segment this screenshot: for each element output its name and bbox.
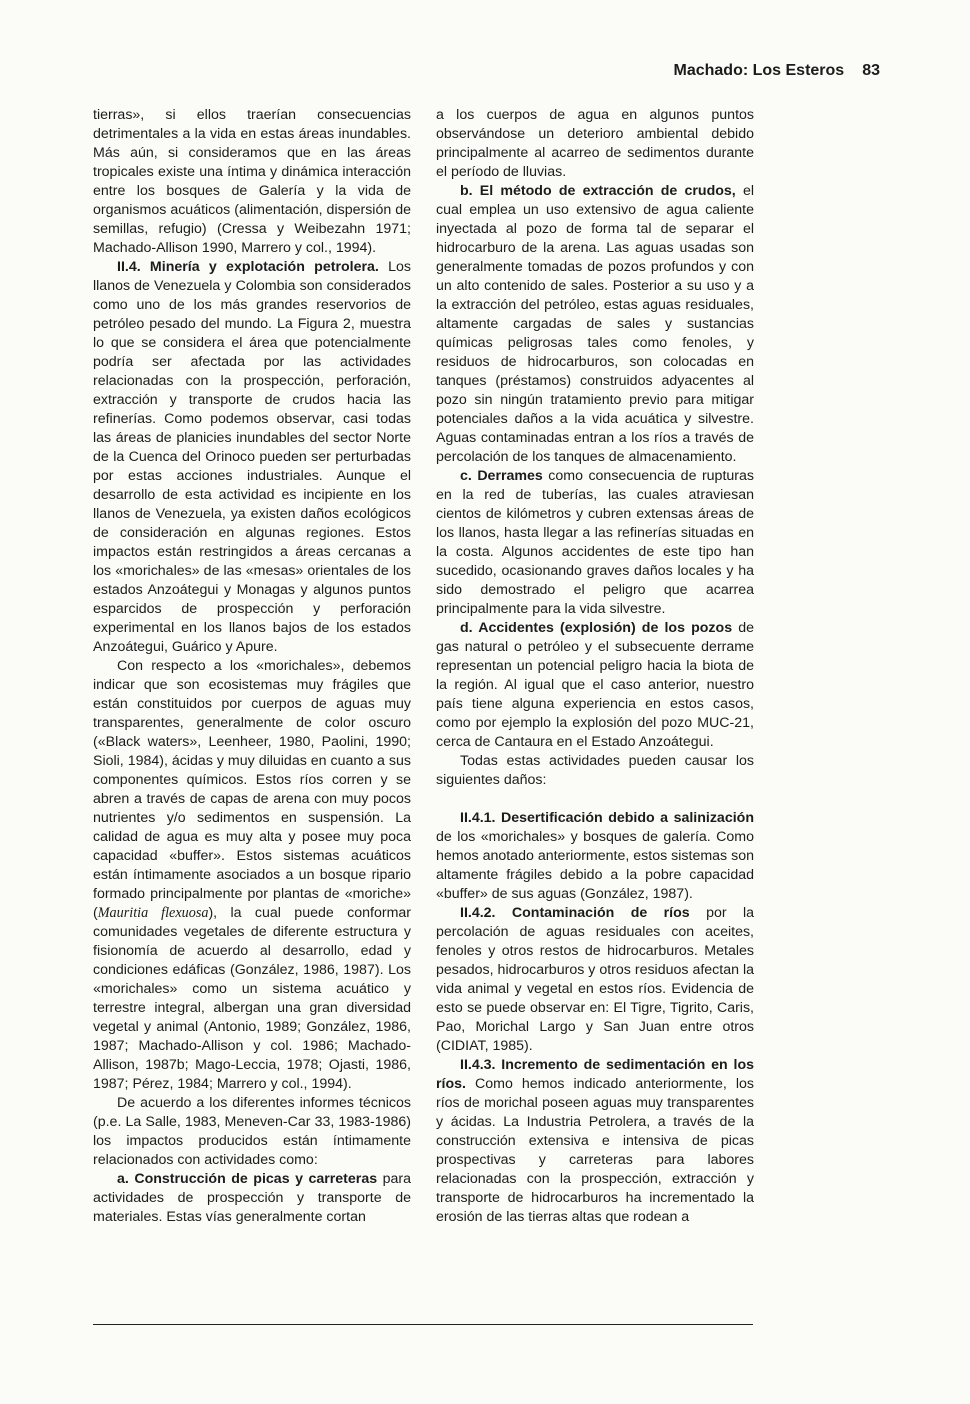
section-2-4-paragraph [93, 258, 411, 657]
section-2-4-1-heading: II.4.1. Desertificación debido a salinización [460, 810, 754, 826]
running-head [600, 62, 880, 80]
section-2-4-2-heading: II.4.2. Contaminación de ríos [460, 905, 690, 921]
section-2-4-2-text: por la percolación de aguas residuales con aceites, fenoles y otros restos de hidrocarburos. Metales pesados, hidrocarburos y otros residuos afectan la vida animal y vegetal en estos ríos. Evidencia de esto se puede observar en: El Tigre, Tigrito, Caris, Pao, Morichal Largo y San Juan entre otros (CIDIAT, 1985). [436, 905, 754, 1054]
section-2-4-3-paragraph [436, 1056, 754, 1227]
damages-intro-paragraph: Todas estas actividades pueden causar los siguientes daños: [436, 753, 754, 788]
species-name: Mauritia flexuosa [97, 905, 209, 921]
paragraph-continuation: tierras», si ellos traerían consecuencias detrimentales a la vida en estas áreas inundables. Más aún, si consideramos que en las áreas tropicales existe una íntima y dinámica interacción entre los bosques de Galería y la vida de organismos acuáticos (alimentación, dispersión de semillas, refugio) (Cressa y Weibezahn 1971; Machado-Allison 1990, Marrero y col., 1994). [93, 107, 411, 256]
item-b-paragraph [436, 182, 754, 467]
section-2-4-text: Los llanos de Venezuela y Colombia son considerados como uno de los más grandes reservorios de petróleo pesado del mundo. La Figura 2, muestra lo que se considera el área que potencialmente podría ser afectada por las actividades relacionadas con la prospección, perforación, extracción y transporte de crudos hacia las refinerías. Como podemos observar, casi todas las áreas de planicies inundables del sector Norte de la Cuenca del Orinoco pueden ser perturbadas por estas acciones industriales. Aunque el desarrollo de esta actividad es incipiente en los llanos de Venezuela, ya existen daños ecológicos de consideración en algunas regiones. Estos impactos están restringidos a áreas cercanas a los «morichales» de las «mesas» orientales de los estados Anzoátegui y Monagas y algunos puntos esparcidos de prospección y perforación experimental en los llanos bajos de los estados Anzoátegui, Guárico y Apure. [93, 259, 411, 655]
section-2-4-1-paragraph [436, 809, 754, 904]
section-2-4-3-heading: II.4.3. Incremento de sedimentación en los ríos. [436, 1057, 754, 1092]
item-d-paragraph [436, 619, 754, 752]
running-title: Machado: Los Esteros [673, 62, 845, 79]
item-b-text: el cual emplea un uso extensivo de agua caliente inyectada al pozo de forma tal de separar el hidrocarburo de la arena. Las aguas usadas son generalmente tomadas de pozos profundos y con un alto contenido de sales. Posterior a su uso y a la extracción del petróleo, estas aguas residuales, altamente cargadas de sales y sustancias químicas peligrosas tales como fenoles, y residuos de hidrocarburos, son colocadas en tanques (préstamos) construidos adyacentes al pozo sin ningún tratamiento previo para mitigar potenciales daños a la vida acuática y silvestre. Aguas contaminadas entran a los ríos a través de percolación de los tanques de almacenamiento. [436, 183, 754, 465]
morichales-text-b: ), la cual puede conformar comunidades vegetales de diferente estructura y fisionomía de acuerdo al desarrollo, edad y condiciones edáficas (González, 1986, 1987). Los «morichales» como un sistema acuático y terrestre integral, albergan una gran diversidad vegetal y animal (Antonio, 1989; González, 1986, 1987; Machado-Allison y col. 1986; Machado-Allison, 1987b; Mago-Leccia, 1978; Ojasti, 1986, 1987; Pérez, 1984; Marrero y col., 1994). [93, 905, 411, 1092]
section-2-4-1-text: de los «morichales» y bosques de galería. Como hemos anotado anteriormente, estos sistemas son altamente frágiles debido a la pobre capacidad «buffer» de sus aguas (González, 1987). [436, 829, 754, 902]
item-c-heading: c. Derrames [460, 468, 543, 484]
item-d-text: de gas natural o petróleo y el subsecuente derrame representan un potencial peligro hacia la biota de la región. Al igual que el caso anterior, nuestro país tiene alguna experiencia en estos casos, como por ejemplo la explosión del pozo MUC-21, cerca de Cantaura en el Estado Anzoátegui. [436, 620, 754, 750]
section-2-4-2-paragraph [436, 904, 754, 1056]
item-b-heading: b. El método de extracción de crudos, [460, 183, 736, 199]
item-a-heading: a. Construcción de picas y carreteras [117, 1171, 378, 1187]
left-column [93, 106, 411, 1227]
item-a-paragraph [93, 1170, 411, 1227]
technical-reports-paragraph: De acuerdo a los diferentes informes técnicos (p.e. La Salle, 1983, Meneven-Car 33, 1983-1986) los impactos producidos están íntimamente relacionados con actividades como: [93, 1095, 411, 1168]
footer-rule [93, 1324, 753, 1325]
page-number: 83 [862, 62, 880, 79]
item-c-paragraph [436, 467, 754, 619]
item-c-text: como consecuencia de rupturas en la red de tuberías, las cuales atraviesan cientos de kilómetros y cubren extensas áreas de los llanos, hasta llegar a las refinerías situadas en la costa. Algunos accidentes de este tipo han sucedido, ocasionando graves daños locales y ha sido demostrado el peligro que acarrea principalmente para la vida silvestre. [436, 468, 754, 617]
morichales-paragraph [93, 657, 411, 1094]
morichales-text-a: Con respecto a los «morichales», debemos indicar que son ecosistemas muy frágiles que están constituidos por cuerpos de aguas muy transparentes, generalmente de color oscuro («Black waters», Leenheer, 1980, Paolini, 1990; Sioli, 1984), ácidas y muy diluidas en cuanto a sus componentes químicos. Estos ríos corren y se abren a través de capas de arena con muy pocos nutrientes y/o sedimentos en suspensión. La calidad de agua es muy alta y posee muy poca capacidad «buffer». Estos sistemas acuáticos están íntimamente asociados a un bosque ripario formado principalmente por plantas de «moriche» ( [93, 658, 411, 921]
item-a-text: para actividades de prospección y transporte de materiales. Estas vías generalmente cortan [93, 1171, 411, 1225]
section-2-4-3-text: Como hemos indicado anteriormente, los ríos de morichal poseen aguas muy transparentes y ácidas. La Industria Petrolera, a través de la construcción extensiva e intensiva de picas prospectivas y carreteras para labores relacionadas con la prospección, extracción y transporte de hidrocarburos ha incrementado la erosión de las tierras altas que rodean a [436, 1076, 754, 1225]
item-d-heading: d. Accidentes (explosión) de los pozos [460, 620, 733, 636]
paragraph-continuation-right: a los cuerpos de agua en algunos puntos observándose un deterioro ambiental debido principalmente al acarreo de sedimentos durante el período de lluvias. [436, 107, 754, 180]
section-2-4-heading: II.4. Minería y explotación petrolera. [117, 259, 379, 275]
right-column [436, 106, 754, 1227]
